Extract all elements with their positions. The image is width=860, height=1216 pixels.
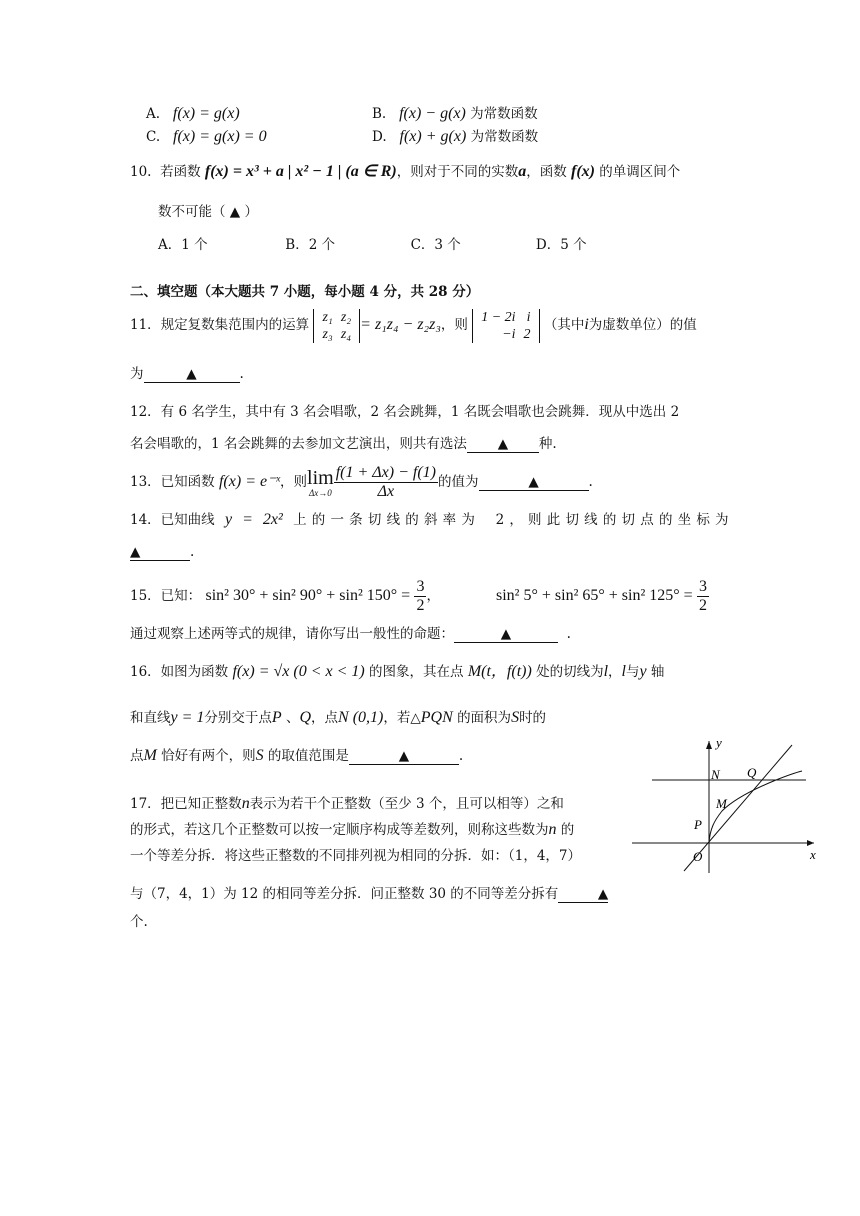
option-d: D．5 个 — [535, 237, 587, 253]
answer-blank[interactable]: ▲ — [454, 626, 558, 643]
question-text: 数不可能（ ▲ ） — [158, 204, 258, 220]
option-text: 为常数函数 — [470, 129, 539, 145]
question-text: 处的切线为 — [536, 664, 604, 680]
q9-option-a — [146, 104, 240, 124]
question-12: 12．有 6 名学生，其中有 3 名会唱歌，2 名会跳舞，1 名既会唱歌也会跳舞．现从中选出 2 — [130, 404, 680, 420]
equation-1: sin² 30° + sin² 90° + sin² 150° = — [205, 587, 411, 604]
q9-option-c — [146, 127, 267, 147]
equation-2: sin² 5° + sin² 65° + sin² 125° = — [496, 587, 693, 604]
variable: i — [584, 316, 589, 333]
option-expression: f(x) + g(x) — [399, 128, 467, 145]
fraction — [414, 578, 426, 615]
variable: S — [255, 747, 264, 764]
label-n: N — [711, 767, 720, 782]
question-text: 若函数 — [160, 164, 201, 180]
line-expression: y = 1 — [170, 709, 205, 726]
fraction — [697, 578, 709, 615]
question-text: （其中 — [543, 317, 585, 333]
answer-blank[interactable]: ▲ — [144, 366, 240, 383]
option-a: A．1 个 — [158, 237, 208, 253]
punctuation: . — [239, 366, 244, 382]
question-text: 为虚数单位）的值 — [588, 317, 697, 333]
option-letter: D. — [372, 129, 387, 145]
question-text: 与 — [626, 664, 640, 680]
label-m: M — [716, 796, 727, 811]
question-16-line2 — [130, 708, 546, 728]
question-text: 种. — [538, 436, 557, 452]
question-11-line2 — [130, 364, 244, 384]
question-text: ，则 — [280, 474, 308, 490]
question-text: 名会唱歌的，1 名会跳舞的去参加文艺演出，则共有选法 — [130, 436, 467, 452]
question-text: ，则 — [440, 317, 468, 333]
fraction-denominator: Δx — [377, 483, 395, 500]
question-text: ，点 — [311, 710, 339, 726]
question-14-line2 — [130, 542, 194, 562]
answer-blank[interactable]: ▲ — [558, 886, 608, 903]
label-x: x — [810, 847, 816, 862]
variable: n — [241, 795, 250, 812]
question-text: 的值为 — [438, 474, 479, 490]
question-17-line2 — [130, 820, 574, 840]
variable: l — [603, 663, 609, 680]
question-text: 14．已知曲线 — [130, 512, 215, 528]
question-number: 10. — [130, 164, 152, 180]
question-text: 分别交于点 — [204, 710, 272, 726]
question-17 — [130, 794, 564, 814]
det-cell: i — [526, 309, 531, 325]
option-letter: C. — [146, 129, 161, 145]
question-10-line2 — [158, 202, 258, 222]
point-m: M — [143, 747, 157, 764]
punctuation: . — [190, 544, 195, 560]
variable: S — [511, 709, 520, 726]
answer-blank[interactable]: ▲ — [349, 748, 459, 765]
question-text: 的 — [560, 822, 575, 838]
function-expression: f(x) = √x (0 < x < 1) — [232, 663, 365, 680]
question-text: 16．如图为函数 — [130, 664, 229, 680]
question-text: ，若△ — [383, 710, 421, 726]
punctuation: ， — [608, 664, 622, 680]
question-text: 的单调区间个 — [599, 164, 681, 180]
question-15-eq2 — [496, 574, 709, 618]
fraction-denominator: 2 — [698, 597, 707, 614]
variable: l — [621, 663, 626, 680]
question-11 — [130, 306, 697, 344]
question-12-line2 — [130, 434, 557, 454]
fraction-numerator: 3 — [416, 578, 425, 595]
question-text: 与（7，4，1）为 12 的相同等差分拆．问正整数 30 的不同等差分拆有 — [130, 886, 559, 902]
y-axis-arrow — [706, 741, 712, 749]
question-text: 上的一条切线的斜率为 2，则此切线的切点的坐标为 — [293, 512, 734, 528]
question-text: 点 — [130, 748, 144, 764]
question-13 — [130, 462, 593, 502]
question-15-line2 — [130, 624, 571, 644]
triangle-label: PQN — [420, 709, 453, 726]
question-text: 通过观察上述两等式的规律，请你写出一般性的命题： — [130, 626, 454, 642]
det-cell: 1 − 2i — [481, 309, 516, 325]
question-16 — [130, 662, 664, 682]
determinant-value — [472, 309, 539, 343]
limit-subscript: Δx→0 — [308, 487, 332, 498]
det-cell: −i — [502, 326, 516, 342]
fraction — [334, 464, 438, 501]
limit-symbol: lim — [307, 466, 334, 489]
label-y: y — [716, 735, 722, 750]
question-text: 的面积为 — [457, 710, 512, 726]
determinant-formula: = z₁z₄ − z₂z₃ — [360, 316, 441, 333]
curve-expression: y = 2x² — [224, 511, 283, 528]
question-17-line3: 一个等差分拆．将这些正整数的不同排列视为相同的分拆．如：（1，4，7） — [130, 848, 582, 864]
question-10-options — [158, 235, 587, 255]
punctuation: . — [458, 748, 464, 764]
limit — [307, 468, 334, 498]
label-p: P — [694, 817, 702, 832]
variable: a — [518, 163, 527, 180]
question-15 — [130, 574, 440, 618]
fraction-denominator: 2 — [416, 597, 425, 614]
question-text: 轴 — [650, 664, 665, 680]
question-16-line3 — [130, 746, 463, 766]
punctuation: . — [566, 626, 571, 642]
point-q: Q — [299, 709, 312, 726]
punctuation: ， — [426, 588, 440, 604]
q9-option-b — [372, 104, 538, 124]
option-b: B．2 个 — [285, 237, 336, 253]
question-text: 恰好有两个，则 — [161, 748, 256, 764]
question-text: ，函数 — [526, 164, 567, 180]
fraction-numerator: 3 — [698, 578, 707, 595]
option-c: C．3 个 — [410, 237, 461, 253]
fraction-numerator: f(1 + Δx) − f(1) — [335, 464, 437, 481]
det-cell: z₂ — [340, 309, 352, 325]
question-text: 和直线 — [130, 710, 171, 726]
answer-blank[interactable]: ▲ — [467, 436, 539, 453]
point-m: M(t，f(t)) — [467, 663, 532, 680]
question-text: 表示为若干个正整数（至少 3 个，且可以相等）之和 — [249, 796, 564, 812]
det-cell: z₄ — [340, 326, 352, 342]
label-o: O — [693, 849, 703, 864]
function-expression: f(x) — [571, 163, 595, 180]
question-text: 15．已知： — [130, 588, 202, 604]
question-text: ，则对于不同的实数 — [396, 164, 519, 180]
question-10 — [130, 162, 680, 182]
q9-option-d — [372, 127, 538, 147]
question-text: 的图象，其在点 — [369, 664, 464, 680]
question-17-line5: 个. — [130, 914, 148, 930]
section-title: 二、填空题（本大题共 7 小题，每小题 4 分，共 28 分） — [130, 284, 480, 300]
punctuation: . — [588, 474, 593, 490]
option-text: 为常数函数 — [470, 106, 538, 122]
question-text: 13．已知函数 — [130, 474, 215, 490]
question-text: 为 — [130, 366, 144, 382]
determinant-definition — [313, 309, 360, 343]
question-number: 11． — [130, 317, 161, 333]
answer-blank[interactable]: ▲ — [130, 544, 190, 561]
question-17-line4 — [130, 884, 608, 904]
option-expression: f(x) − g(x) — [399, 105, 466, 122]
det-cell: z₁ — [322, 309, 333, 325]
label-q: Q — [747, 765, 757, 780]
det-cell: 2 — [523, 326, 531, 342]
question-text: 的形式，若这几个正整数可以按一定顺序构成等差数列，则称这些数为 — [130, 822, 549, 838]
x-axis-arrow — [807, 840, 814, 846]
point-n: N (0,1) — [338, 709, 384, 726]
answer-blank[interactable]: ▲ — [479, 474, 589, 491]
variable: n — [548, 821, 557, 838]
point-p: P — [271, 709, 282, 726]
function-graph-figure — [626, 733, 822, 877]
option-letter: B. — [372, 106, 387, 122]
punctuation: 、 — [285, 710, 300, 726]
option-expression: f(x) = g(x) = 0 — [173, 128, 267, 145]
function-expression: f(x) = e⁻ˣ — [218, 473, 281, 490]
det-cell: z₃ — [322, 326, 333, 342]
function-expression: f(x) = x³ + a | x² − 1 | (a ∈ R) — [204, 163, 397, 180]
option-expression: f(x) = g(x) — [172, 105, 240, 122]
question-text: 时的 — [519, 710, 547, 726]
option-letter: A. — [146, 106, 161, 122]
variable: y — [639, 663, 647, 680]
question-text: 17．把已知正整数 — [130, 796, 242, 812]
question-text: 规定复数集范围内的运算 — [160, 317, 310, 333]
question-text: 的取值范围是 — [267, 748, 349, 764]
question-14 — [130, 510, 734, 530]
